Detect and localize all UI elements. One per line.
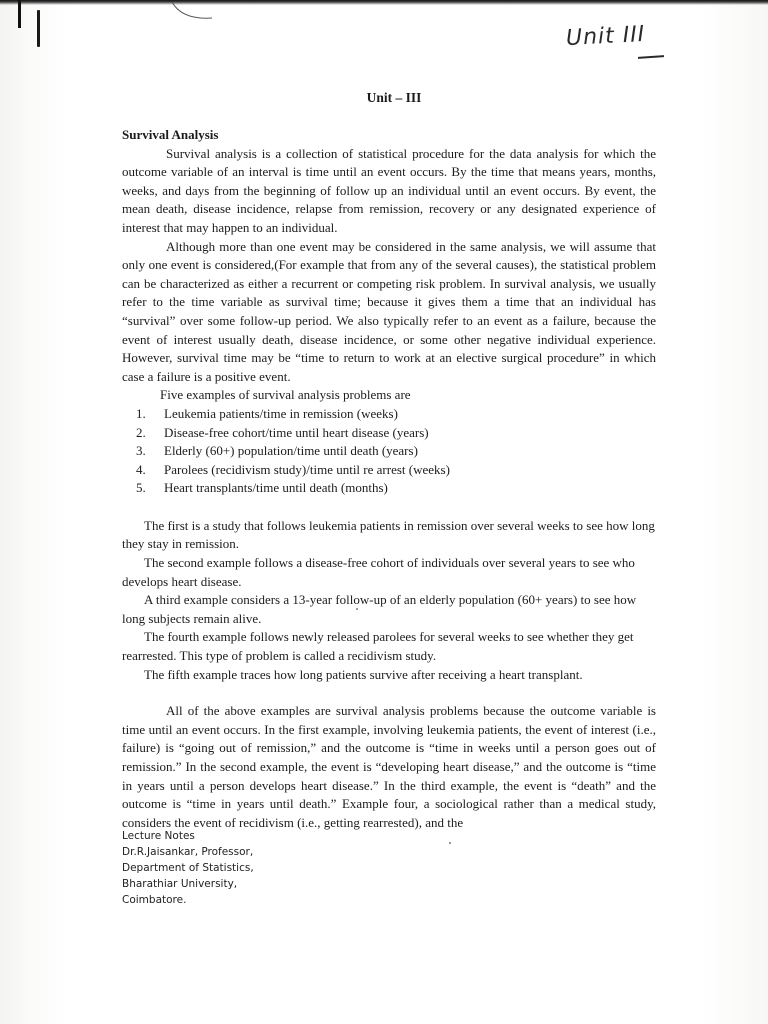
description-paragraph: The first is a study that follows leukemia patients in remission over several weeks to see how long they stay in remission.	[122, 517, 655, 552]
description-paragraph: The fourth example follows newly released parolees for several weeks to see whether they get rearrested. This type of problem is called a recidivism study.	[122, 629, 634, 664]
list-item-text: Disease-free cohort/time until heart disease (years)	[164, 424, 429, 440]
lecture-notes-footer	[122, 828, 254, 908]
examples-list	[122, 405, 656, 498]
footer-line: Dr.R.Jaisankar, Professor,	[122, 846, 254, 858]
list-number: 2.	[136, 424, 146, 440]
scan-speck	[356, 608, 358, 610]
list-item	[136, 461, 656, 480]
scan-corner-mark	[18, 0, 21, 28]
handwritten-text: Unit III	[565, 21, 646, 52]
examples-lead: Five examples of survival analysis problems are	[160, 387, 411, 403]
list-item-text: Leukemia patients/time in remission (weeks)	[164, 405, 398, 421]
handwritten-underline	[638, 55, 664, 59]
list-item	[136, 424, 656, 443]
list-item	[136, 405, 656, 424]
footer-line: Coimbatore.	[122, 894, 187, 906]
page-title: Unit – III	[366, 90, 422, 105]
footer-line: Bharathiar University,	[122, 878, 238, 890]
list-number: 3.	[136, 443, 146, 459]
list-item	[136, 479, 656, 498]
description-paragraph: The fifth example traces how long patients survive after receiving a heart transplant.	[144, 666, 583, 682]
list-item-text: Heart transplants/time until death (months)	[164, 480, 388, 496]
scan-top-edge	[0, 0, 768, 5]
closing-paragraph: All of the above examples are survival analysis problems because the outcome variable is time until an event occurs. In the first example, involving leukemia patients, the event of interest (i.e., failure) is “going out of remission,” and the outcome is “time in weeks until a person goes out of remission.” In the second example, the event is “developing heart disease,” and the outcome is “time in years until a person develops heart disease.” In the third example, the event is “death” and the outcome is “time in years until death.” Example four, a sociological rather than a medical study, considers the event of recidivism (i.e., getting rearrested), and the	[122, 703, 656, 830]
example-descriptions	[122, 517, 656, 684]
footer-line: Lecture Notes	[122, 830, 195, 842]
list-item-text: Parolees (recidivism study)/time until re arrest (weeks)	[164, 461, 450, 477]
intro-paragraph-2: Although more than one event may be considered in the same analysis, we will assume that only one event is considered,(For example that from any of the several causes), the statistical problem can be characterized as either a recurrent or competing risk problem. In survival analysis, we usually refer to the time variable as survival time; because it gives them a time that an individual has “survival” over some follow-up period. We also typically refer to an event as a failure, because the event of interest usually death, disease incidence, or some other negative individual experience. However, survival time may be “time to return to work at an elective surgical procedure” in which case a failure is a positive event.	[122, 238, 656, 384]
closing-section	[122, 702, 656, 832]
description-paragraph: The second example follows a disease-free cohort of individuals over several years to see who develops heart disease.	[122, 555, 635, 589]
scan-binding-mark	[37, 10, 40, 47]
document-body	[122, 126, 656, 832]
handwritten-unit-note	[560, 18, 700, 68]
section-heading: Survival Analysis	[122, 127, 219, 142]
list-number: 4.	[136, 461, 146, 477]
list-number: 5.	[136, 480, 146, 496]
description-paragraph: A third example considers a 13-year follow-up of an elderly population (60+ years) to see how long subjects remain alive.	[122, 592, 637, 626]
scan-speck	[449, 842, 451, 844]
list-number: 1.	[136, 405, 146, 421]
footer-line: Department of Statistics,	[122, 862, 254, 874]
intro-paragraph-1: Survival analysis is a collection of statistical procedure for the data analysis for which the outcome variable of an interval is time until an event occurs. By the time that means years, months, weeks, and days from the beginning of follow up an individual until an event occurs. By event, the mean death, disease incidence, relapse from remission, recovery or any designated experience of interest that may happen to an individual.	[122, 145, 656, 235]
scan-arc-mark	[170, 0, 220, 24]
list-item	[136, 442, 656, 461]
list-item-text: Elderly (60+) population/time until death (years)	[164, 443, 418, 459]
